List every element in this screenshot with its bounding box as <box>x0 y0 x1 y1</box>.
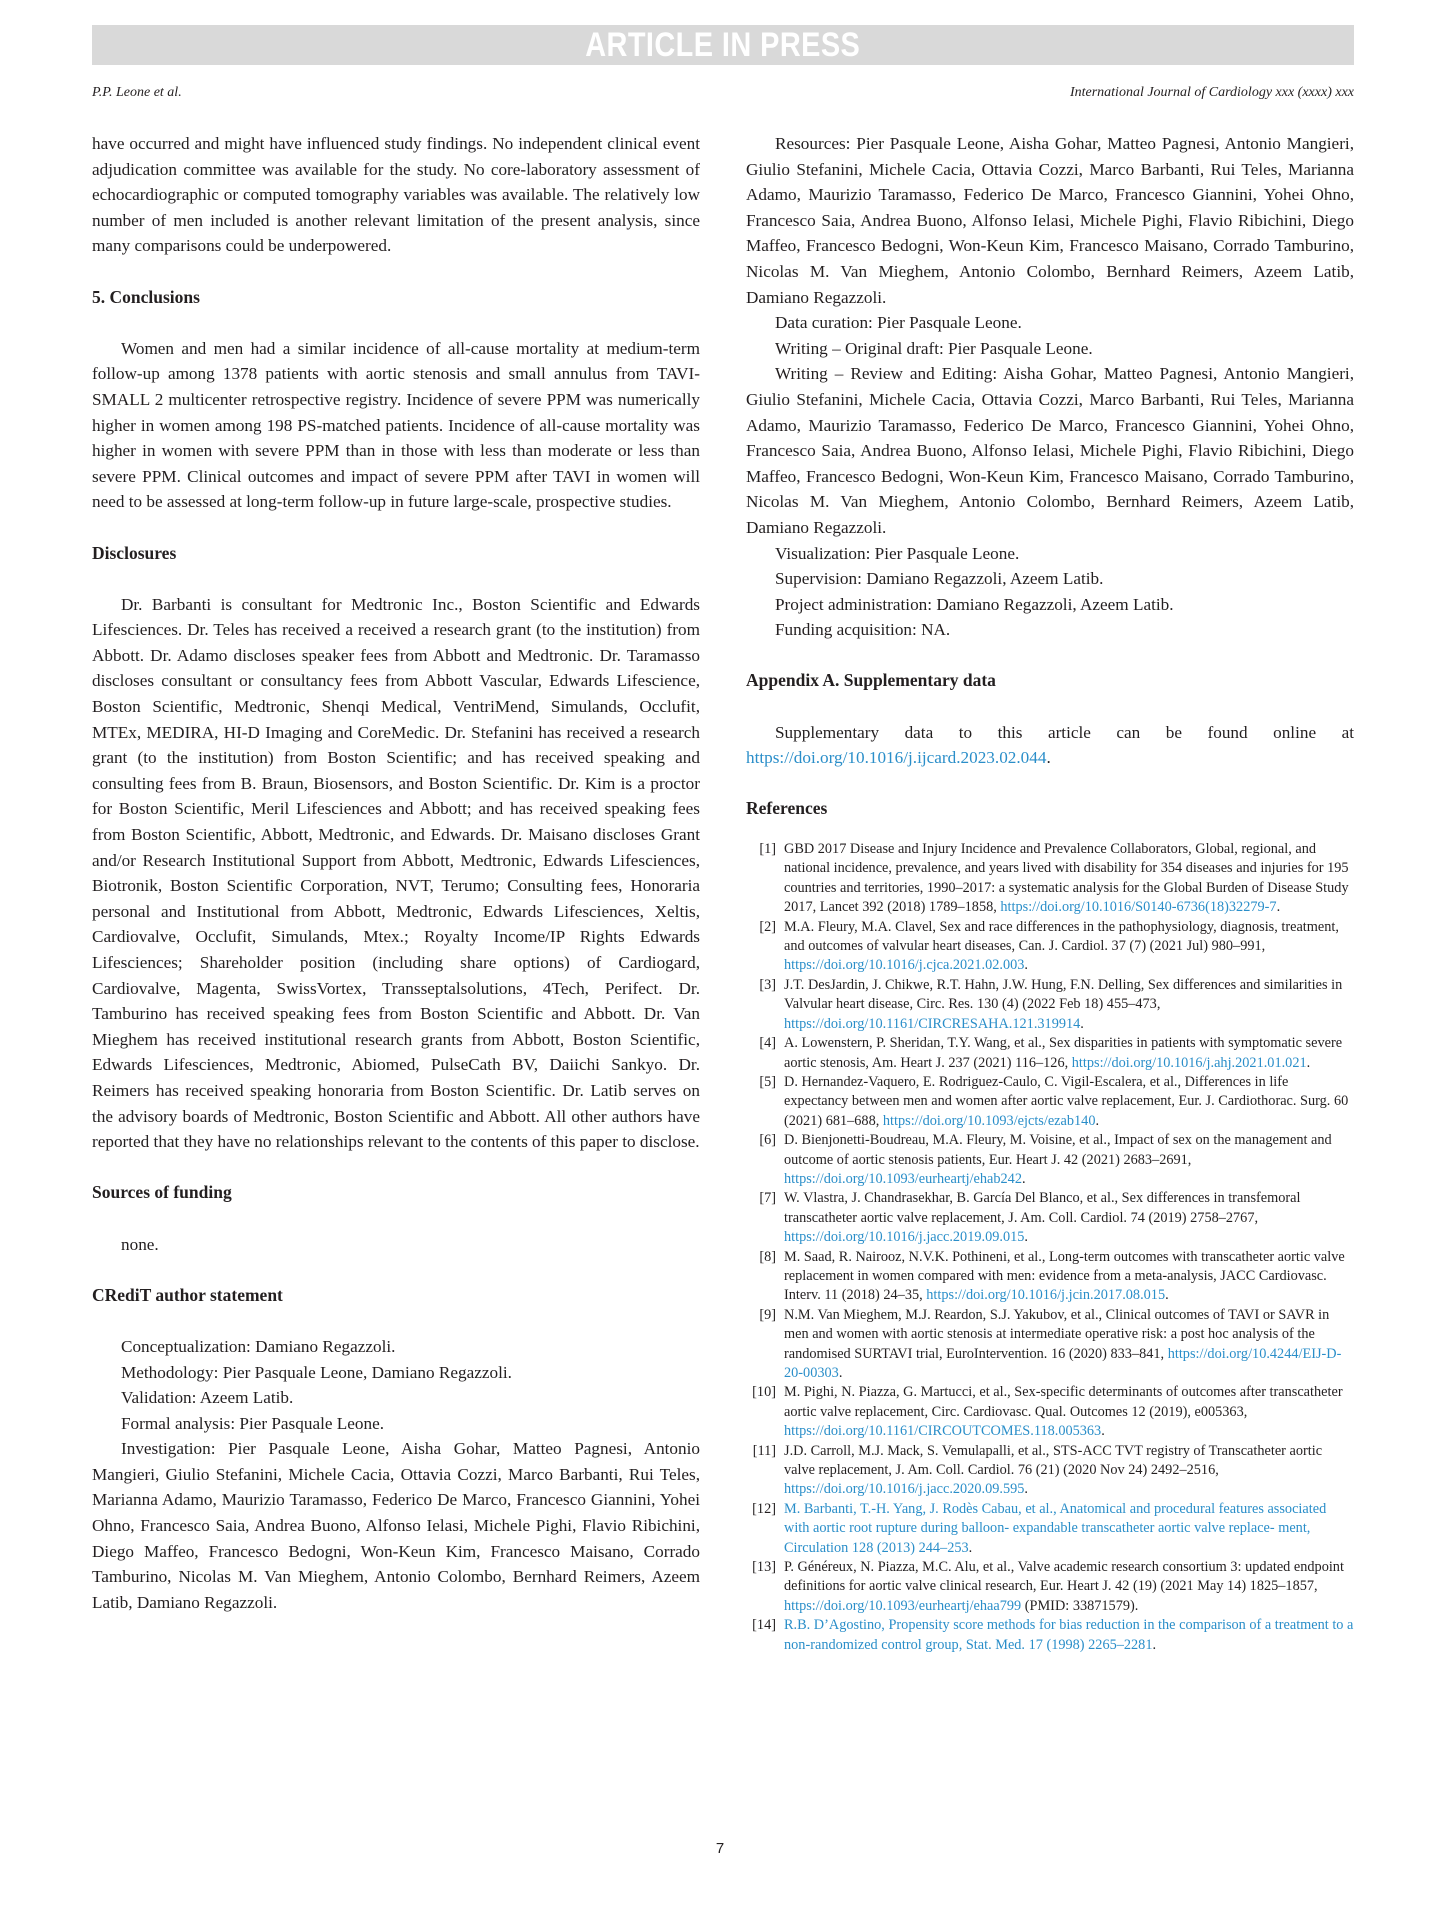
conclusions-heading: 5. Conclusions <box>92 286 200 307</box>
reference-text: W. Vlastra, J. Chandrasekhar, B. García Del Blanco, et al., Sex differences in transfemoral transcatheter aortic valve replacement, J. Am. Coll. Cardiol. 74 (2019) 2758–2767, https://doi.org/10.1016/j.jacc.2019.09.015. <box>784 1190 1301 1246</box>
reference-item <box>746 1248 1354 1306</box>
credit-item: Investigation: Pier Pasquale Leone, Aisha Gohar, Matteo Pagnesi, Antonio Mangieri, Giulio Stefanini, Michele Cacia, Ottavia Cozzi, Marco Barbanti, Rui Teles, Marianna Adamo, Maurizio Taramasso, Federico De Marco, Francesco Giannini, Yohei Ohno, Francesco Saia, Andrea Buono, Alfonso Ielasi, Michele Pighi, Flavio Ribichini, Diego Maffeo, Francesco Bedogni, Won-Keun Kim, Francesco Maisano, Corrado Tamburino, Nicolas M. Van Mieghem, Antonio Colombo, Bernhard Reimers, Azeem Latib, Damiano Regazzoli. <box>92 1439 700 1612</box>
appendix-heading: Appendix A. Supplementary data <box>746 670 996 691</box>
reference-number: [12] <box>752 1500 776 1517</box>
reference-text: M. Pighi, N. Piazza, G. Martucci, et al., Sex-specific determinants of outcomes after transcatheter aortic valve replacement, Circ. Cardiovasc. Qual. Outcomes 12 (2019), e005363, https://doi.org/10.1161/CIRCOUTCOMES.118.005363. <box>784 1384 1343 1440</box>
reference-doi-link[interactable]: https://doi.org/10.1016/j.jacc.2019.09.015 <box>784 1229 1025 1246</box>
reference-doi-link[interactable]: M. Barbanti, T.-H. Yang, J. Rodès Cabau, et al., Anatomical and procedural features associated with aortic root rupture during balloon- expandable transcatheter aortic valve replace- ment, Circulation 128 (2013) 244–253 <box>784 1500 1327 1556</box>
reference-item <box>746 1034 1354 1073</box>
reference-number: [11] <box>752 1442 776 1459</box>
reference-doi-link[interactable]: https://doi.org/10.1016/j.cjca.2021.02.003 <box>784 957 1025 974</box>
reference-item <box>746 918 1354 976</box>
reference-number: [1] <box>759 841 776 858</box>
reference-number: [6] <box>759 1132 776 1149</box>
disclosures-text: Dr. Barbanti is consultant for Medtronic Inc., Boston Scientific and Edwards Lifesciences. Dr. Teles has received a received a research grant (to the institution) from Abbott. Dr. Adamo discloses speaker fees from Abbott and Medtronic. Dr. Taramasso discloses consultant or consultancy fees from Abbott Vascular, Edwards Lifescience, Boston Scientific, Medtronic, Shenqi Medical, VentriMend, Simulands, Occlufit, MTEx, MEDIRA, HI-D Imaging and CoreMedic. Dr. Stefanini has received a research grant (to the institution) from Boston Scientific; and has received speaking and consulting fees from B. Braun, Biosensors, and Boston Scientific. Dr. Kim is a proctor for Boston Scientific, Meril Lifesciences and Abbott; and has received speaking fees from Boston Scientific, Abbott, Medtronic, and Edwards. Dr. Maisano discloses Grant and/or Research Institutional Support from Abbott, Medtronic, Edwards Lifesciences, Biotronik, Boston Scientific Corporation, NVT, Terumo; Consulting fees, Honoraria personal and Institutional from Abbott, Medtronic, Edwards Lifesciences, Xeltis, Cardiovalve, Occlufit, Simulands, Mtex.; Royalty Income/IP Rights Edwards Lifesciences; Shareholder position (including share options) of Cardiogard, Cardiovalve, Magenta, SwissVortex, Transseptalsolutions, 4Tech, Perifect. Dr. Tamburino has received speaking fees from Boston Scientific and Abbott. Dr. Van Mieghem has received institutional research grants from Abbott, Boston Scientific, Edwards Lifesciences, Medtronic, Abiomed, PulseCath BV, Daiichi Sankyo. Dr. Reimers has received speaking honoraria from Boston Scientific. Dr. Latib serves on the advisory boards of Medtronic, Boston Scientific and Abbott. All other authors have reported that they have no relationships relevant to the contents of this paper to disclose. <box>92 594 700 1152</box>
reference-item <box>746 1306 1354 1384</box>
reference-doi-link[interactable]: https://doi.org/10.1161/CIRCRESAHA.121.319914 <box>784 1015 1081 1032</box>
reference-text: D. Hernandez-Vaquero, E. Rodriguez-Caulo, C. Vigil-Escalera, et al., Differences in life expectancy between men and women after aortic valve replacement, Eur. J. Cardiothorac. Surg. 60 (2021) 681–688, https://doi.org/10.1093/ejcts/ezab140. <box>784 1073 1349 1129</box>
reference-number: [10] <box>752 1384 776 1401</box>
reference-doi-link[interactable]: https://doi.org/10.1016/j.jacc.2020.09.595 <box>784 1481 1025 1498</box>
disclosures-heading: Disclosures <box>92 542 177 563</box>
reference-text: R.B. D’Agostino, Propensity score methods for bias reduction in the comparison of a treatment to a non-randomized control group, Stat. Med. 17 (1998) 2265–2281. <box>784 1617 1354 1653</box>
reference-text: P. Généreux, N. Piazza, M.C. Alu, et al., Valve academic research consortium 3: updated endpoint definitions for aortic valve clinical research, Eur. Heart J. 42 (19) (2021 May 14) 1825–1857, https://doi.org/10.1093/eurheartj/ehaa799 (PMID: 33871579). <box>784 1559 1344 1614</box>
left-column <box>92 131 700 1615</box>
credit-item: Funding acquisition: NA. <box>775 620 951 640</box>
reference-number: [8] <box>759 1248 776 1265</box>
credit-item: Validation: Azeem Latib. <box>121 1388 294 1408</box>
reference-item <box>746 1383 1354 1441</box>
reference-text: D. Bienjonetti-Boudreau, M.A. Fleury, M. Voisine, et al., Impact of sex on the management and outcome of aortic stenosis patients, Eur. Heart J. 42 (2021) 2683–2691, https://doi.org/10.1093/eurheartj/ehab242. <box>784 1132 1332 1187</box>
reference-item <box>746 1442 1354 1500</box>
reference-item <box>746 1616 1354 1655</box>
reference-item <box>746 1131 1354 1189</box>
reference-doi-link[interactable]: https://doi.org/10.1016/j.ahj.2021.01.021 <box>1071 1054 1307 1071</box>
reference-item <box>746 1073 1354 1131</box>
running-head-authors: P.P. Leone et al. <box>92 85 182 100</box>
reference-number: [5] <box>759 1073 776 1090</box>
reference-text: GBD 2017 Disease and Injury Incidence and Prevalence Collaborators, Global, regional, and national incidence, prevalence, and years lived with disability for 354 diseases and injuries for 195 countries and territories, 1990–2017: a systematic analysis for the Global Burden of Disease Study 2017, Lancet 392 (2018) 1789–1858, https://doi.org/10.1016/S0140-6736(18)32279-7. <box>784 841 1349 916</box>
reference-item <box>746 1558 1354 1616</box>
credit-item: Methodology: Pier Pasquale Leone, Damiano Regazzoli. <box>121 1362 512 1382</box>
article-in-press-banner <box>92 25 1354 65</box>
reference-number: [2] <box>759 918 776 935</box>
page-number: 7 <box>715 1840 725 1857</box>
credit-list-left <box>92 1334 700 1616</box>
credit-item: Resources: Pier Pasquale Leone, Aisha Gohar, Matteo Pagnesi, Antonio Mangieri, Giulio Stefanini, Michele Cacia, Ottavia Cozzi, Marco Barbanti, Rui Teles, Marianna Adamo, Maurizio Taramasso, Federico De Marco, Francesco Giannini, Yohei Ohno, Francesco Saia, Andrea Buono, Alfonso Ielasi, Michele Pighi, Flavio Ribichini, Diego Maffeo, Francesco Bedogni, Won-Keun Kim, Francesco Maisano, Corrado Tamburino, Nicolas M. Van Mieghem, Antonio Colombo, Bernhard Reimers, Azeem Latib, Damiano Regazzoli. <box>746 134 1354 307</box>
reference-doi-link[interactable]: R.B. D’Agostino, Propensity score methods for bias reduction in the comparison of a treatment to a non-randomized control group, Stat. Med. 17 (1998) 2265–2281 <box>784 1617 1354 1653</box>
credit-item: Supervision: Damiano Regazzoli, Azeem Latib. <box>775 569 1104 589</box>
conclusions-text: Women and men had a similar incidence of all-cause mortality at medium-term follow-up among 1378 patients with aortic stenosis and small annulus from TAVI-SMALL 2 multicenter retrospective registry. Incidence of severe PPM was numerically higher in women among 198 PS-matched patients. Incidence of all-cause mortality was higher in women with severe PPM than in those with less than moderate or less than severe PPM. Clinical outcomes and impact of severe PPM after TAVI in women will need to be assessed at long-term follow-up in future large-scale, prospective studies. <box>92 338 700 512</box>
running-head-journal: International Journal of Cardiology xxx (xxxx) xxx <box>1069 85 1354 100</box>
reference-text: J.T. DesJardin, J. Chikwe, R.T. Hahn, J.W. Hung, F.N. Delling, Sex differences and similarities in Valvular heart disease, Circ. Res. 130 (4) (2022 Feb 18) 455–473, https://doi.org/10.1161/CIRCRESAHA.121.319914. <box>784 976 1343 1032</box>
credit-item: Data curation: Pier Pasquale Leone. <box>775 313 1022 333</box>
credit-list-right <box>746 131 1354 643</box>
banner-text: ARTICLE IN PRESS <box>585 26 861 64</box>
reference-text: J.D. Carroll, M.J. Mack, S. Vemulapalli, et al., STS-ACC TVT registry of Transcatheter aortic valve replacement, J. Am. Coll. Cardiol. 76 (21) (2020 Nov 24) 2492–2516, https://doi.org/10.1016/j.jacc.2020.09.595. <box>784 1442 1323 1498</box>
credit-item: Project administration: Damiano Regazzoli, Azeem Latib. <box>775 594 1174 614</box>
reference-number: [13] <box>752 1559 776 1576</box>
reference-doi-link[interactable]: https://doi.org/10.1093/eurheartj/ehab242 <box>784 1170 1022 1187</box>
credit-heading: CRediT author statement <box>92 1284 283 1305</box>
reference-doi-link[interactable]: https://doi.org/10.1093/ejcts/ezab140 <box>882 1112 1096 1129</box>
supplementary-data-link[interactable]: https://doi.org/10.1016/j.ijcard.2023.02.044 <box>746 748 1047 768</box>
reference-text: M. Barbanti, T.-H. Yang, J. Rodès Cabau, et al., Anatomical and procedural features associated with aortic root rupture during balloon- expandable transcatheter aortic valve replace- ment, Circulation 128 (2013) 244–253. <box>784 1500 1327 1556</box>
reference-doi-link[interactable]: https://doi.org/10.1016/S0140-6736(18)32279-7 <box>1000 899 1277 916</box>
reference-item <box>746 1500 1354 1558</box>
right-column <box>746 131 1354 1655</box>
reference-text: N.M. Van Mieghem, M.J. Reardon, S.J. Yakubov, et al., Clinical outcomes of TAVI or SAVR in men and women with aortic stenosis at intermediate operative risk: a post hoc analysis of the randomised SURTAVI trial, EuroIntervention. 16 (2020) 833–841, https://doi.org/10.4244/EIJ-D-20-00303. <box>784 1306 1342 1381</box>
reference-item <box>746 976 1354 1034</box>
credit-item: Conceptualization: Damiano Regazzoli. <box>121 1336 396 1356</box>
reference-doi-link[interactable]: https://doi.org/10.1093/eurheartj/ehaa799 <box>784 1597 1022 1614</box>
limitations-paragraph: have occurred and might have influenced study findings. No independent clinical event adjudication committee was available for the study. No core-laboratory assessment of echocardiographic or computed tomography variables was available. The relatively low number of men included is another relevant limitation of the present analysis, since many comparisons could be underpowered. <box>92 134 700 256</box>
reference-text: A. Lowenstern, P. Sheridan, T.Y. Wang, et al., Sex disparities in patients with symptomatic severe aortic stenosis, Am. Heart J. 237 (2021) 116–126, https://doi.org/10.1016/j.ahj.2021.01.021. <box>784 1035 1343 1071</box>
reference-item <box>746 1189 1354 1247</box>
credit-item: Formal analysis: Pier Pasquale Leone. <box>121 1413 385 1433</box>
reference-text: M. Saad, R. Nairooz, N.V.K. Pothineni, et al., Long-term outcomes with transcatheter aortic valve replacement in women compared with men: evidence from a meta-analysis, JACC Cardiovasc. Interv. 11 (2018) 24–35, https://doi.org/10.1016/j.jcin.2017.08.015. <box>784 1248 1345 1304</box>
references-heading: References <box>746 798 828 819</box>
reference-doi-link[interactable]: https://doi.org/10.1016/j.jcin.2017.08.015 <box>926 1287 1166 1304</box>
reference-number: [7] <box>759 1190 776 1207</box>
credit-item: Writing – Original draft: Pier Pasquale Leone. <box>775 338 1093 358</box>
reference-doi-link[interactable]: https://doi.org/10.1161/CIRCOUTCOMES.118.005363 <box>784 1423 1102 1440</box>
reference-text: M.A. Fleury, M.A. Clavel, Sex and race differences in the pathophysiology, diagnosis, treatment, and outcomes of valvular heart diseases, Can. J. Cardiol. 37 (7) (2021 Jul) 980–991, https://doi.org/10.1016/j.cjca.2021.02.003. <box>784 918 1339 974</box>
reference-list <box>746 840 1354 1655</box>
funding-heading: Sources of funding <box>92 1182 232 1203</box>
reference-doi-link[interactable]: https://doi.org/10.4244/EIJ-D-20-00303 <box>784 1345 1342 1381</box>
credit-item: Visualization: Pier Pasquale Leone. <box>775 543 1020 563</box>
reference-number: [14] <box>752 1617 776 1634</box>
funding-text: none. <box>121 1234 159 1254</box>
reference-item <box>746 840 1354 918</box>
reference-number: [3] <box>759 976 776 993</box>
reference-number: [4] <box>759 1035 776 1052</box>
reference-number: [9] <box>759 1306 776 1323</box>
credit-item: Writing – Review and Editing: Aisha Gohar, Matteo Pagnesi, Antonio Mangieri, Giulio Stefanini, Michele Cacia, Ottavia Cozzi, Marco Barbanti, Rui Teles, Marianna Adamo, Maurizio Taramasso, Federico De Marco, Francesco Giannini, Yohei Ohno, Francesco Saia, Andrea Buono, Alfonso Ielasi, Michele Pighi, Flavio Ribichini, Diego Maffeo, Francesco Bedogni, Won-Keun Kim, Francesco Maisano, Corrado Tamburino, Nicolas M. Van Mieghem, Antonio Colombo, Bernhard Reimers, Azeem Latib, Damiano Regazzoli. <box>746 364 1354 537</box>
appendix-text: Supplementary data to this article can be found online at https://doi.org/10.1016/j.ijcard.2023.02.044. <box>746 722 1354 768</box>
